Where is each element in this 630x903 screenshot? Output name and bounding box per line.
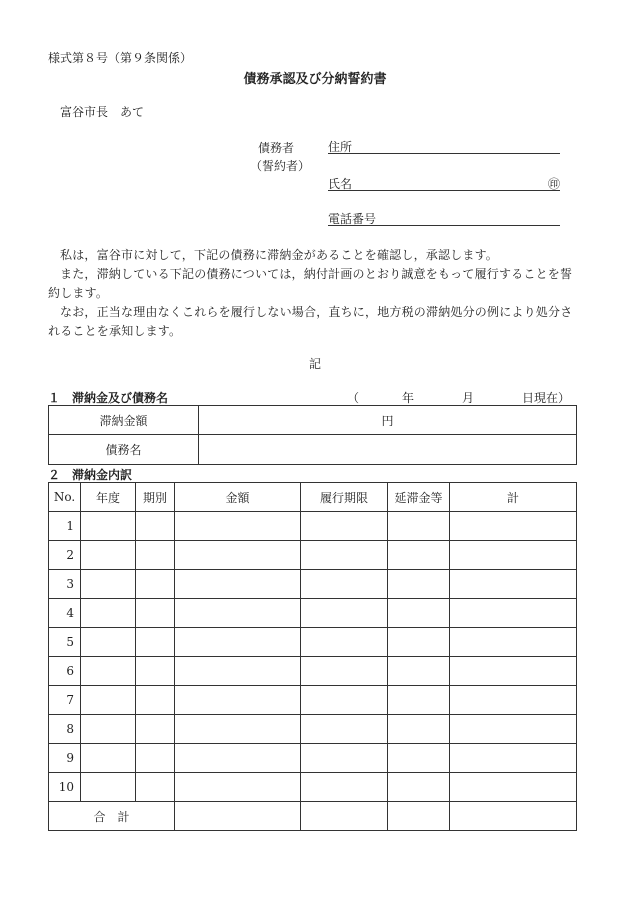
addressee: 富谷市長 あて — [60, 105, 145, 119]
table-header-row — [49, 483, 577, 512]
year-cell[interactable] — [81, 744, 136, 773]
amount-cell[interactable] — [175, 744, 301, 773]
due-date-cell[interactable] — [301, 744, 388, 773]
year-cell[interactable] — [81, 541, 136, 570]
period-cell[interactable] — [136, 773, 175, 802]
period-cell[interactable] — [136, 570, 175, 599]
year-cell[interactable] — [81, 657, 136, 686]
total-cell[interactable] — [450, 512, 577, 541]
col-header-year: 年度 — [81, 483, 136, 512]
col-header-late-fee: 延滞金等 — [388, 483, 450, 512]
total-cell[interactable] — [450, 541, 577, 570]
total-cell[interactable] — [450, 773, 577, 802]
due-date-cell[interactable] — [301, 599, 388, 628]
due-date-cell[interactable] — [301, 628, 388, 657]
row-label: 滞納金額 — [49, 406, 199, 435]
amount-cell[interactable] — [175, 628, 301, 657]
row-number: 5 — [49, 628, 81, 657]
total-cell[interactable] — [450, 686, 577, 715]
col-header-no: No. — [49, 483, 81, 512]
amount-cell[interactable] — [175, 657, 301, 686]
date-month: 月 — [462, 391, 475, 405]
total-cell[interactable] — [450, 570, 577, 599]
row-number: 9 — [49, 744, 81, 773]
amount-cell[interactable] — [175, 512, 301, 541]
name-field[interactable] — [328, 175, 560, 191]
due-date-cell[interactable] — [301, 570, 388, 599]
date-year: 年 — [402, 391, 415, 405]
late-fee-cell[interactable] — [388, 686, 450, 715]
phone-field[interactable] — [328, 210, 560, 226]
document-title: 債務承認及び分納誓約書 — [243, 72, 387, 87]
late-fee-cell[interactable] — [388, 657, 450, 686]
year-cell[interactable] — [81, 599, 136, 628]
table-row — [49, 406, 577, 435]
amount-cell[interactable] — [175, 570, 301, 599]
amount-cell[interactable] — [175, 773, 301, 802]
total-due-cell[interactable] — [301, 802, 388, 831]
phone-label: 電話番号 — [328, 212, 377, 226]
period-cell[interactable] — [136, 512, 175, 541]
table-row — [49, 773, 577, 802]
period-cell[interactable] — [136, 744, 175, 773]
late-fee-cell[interactable] — [388, 628, 450, 657]
paragraph: また，滞納している下記の債務については，納付計画のとおり誠意をもって履行することを誓約します。 — [48, 267, 573, 300]
row-number: 10 — [49, 773, 81, 802]
amount-cell[interactable] — [175, 686, 301, 715]
col-header-due-date: 履行期限 — [301, 483, 388, 512]
seal-icon: ㊞ — [547, 177, 560, 191]
date-open: （ — [347, 391, 360, 405]
col-header-total: 計 — [450, 483, 577, 512]
late-fee-cell[interactable] — [388, 570, 450, 599]
total-cell[interactable] — [450, 599, 577, 628]
table-row — [49, 744, 577, 773]
total-label: 合 計 — [49, 802, 175, 831]
table-row — [49, 512, 577, 541]
total-cell[interactable] — [450, 744, 577, 773]
table-row — [49, 570, 577, 599]
paragraph: 私は，富谷市に対して，下記の債務に滞納金があることを確認し，承認します。 — [60, 248, 499, 262]
section2-heading: ２ 滞納金内訳 — [48, 468, 133, 482]
year-cell[interactable] — [81, 715, 136, 744]
total-cell[interactable] — [450, 628, 577, 657]
period-cell[interactable] — [136, 541, 175, 570]
row-number: 2 — [49, 541, 81, 570]
total-sum-cell[interactable] — [450, 802, 577, 831]
late-fee-cell[interactable] — [388, 744, 450, 773]
due-date-cell[interactable] — [301, 773, 388, 802]
due-date-cell[interactable] — [301, 657, 388, 686]
table-row — [49, 435, 577, 465]
signer-role: 債務者 — [258, 141, 295, 155]
col-header-period: 期別 — [136, 483, 175, 512]
name-label: 氏名 — [328, 177, 353, 191]
table-row — [49, 541, 577, 570]
amount-cell[interactable] — [175, 599, 301, 628]
total-cell[interactable] — [450, 715, 577, 744]
address-field[interactable] — [328, 138, 560, 154]
period-cell[interactable] — [136, 628, 175, 657]
date-day: 日現在） — [522, 391, 571, 405]
amount-cell[interactable] — [175, 715, 301, 744]
row-label: 債務名 — [49, 435, 199, 465]
arrears-amount-cell[interactable]: 円 — [199, 406, 577, 435]
year-cell[interactable] — [81, 512, 136, 541]
year-cell[interactable] — [81, 628, 136, 657]
signer-role-sub: （誓約者） — [250, 159, 311, 173]
breakdown-table — [48, 482, 577, 831]
year-cell[interactable] — [81, 686, 136, 715]
amount-cell[interactable] — [175, 541, 301, 570]
row-number: 1 — [49, 512, 81, 541]
period-cell[interactable] — [136, 715, 175, 744]
total-late-fee-cell[interactable] — [388, 802, 450, 831]
late-fee-cell[interactable] — [388, 599, 450, 628]
period-cell[interactable] — [136, 686, 175, 715]
period-cell[interactable] — [136, 657, 175, 686]
debt-name-cell[interactable] — [199, 435, 577, 465]
late-fee-cell[interactable] — [388, 773, 450, 802]
ki-label: 記 — [308, 357, 321, 371]
paragraph: なお，正当な理由なくこれらを履行しない場合，直ちに，地方税の滞納処分の例により処分されることを承知します。 — [48, 305, 573, 338]
due-date-cell[interactable] — [301, 541, 388, 570]
address-label: 住所 — [328, 140, 353, 154]
late-fee-cell[interactable] — [388, 512, 450, 541]
row-number: 8 — [49, 715, 81, 744]
table-row — [49, 657, 577, 686]
table-row — [49, 599, 577, 628]
form-number: 様式第８号（第９条関係） — [48, 51, 193, 65]
year-cell[interactable] — [81, 570, 136, 599]
row-number: 4 — [49, 599, 81, 628]
body-text — [48, 246, 584, 341]
table-total-row — [49, 802, 577, 831]
section1-heading: １ 滞納金及び債務名 — [48, 391, 169, 405]
row-number: 7 — [49, 686, 81, 715]
late-fee-cell[interactable] — [388, 715, 450, 744]
row-number: 6 — [49, 657, 81, 686]
year-cell[interactable] — [81, 773, 136, 802]
table-row — [49, 715, 577, 744]
table-row — [49, 686, 577, 715]
total-amount-cell[interactable] — [175, 802, 301, 831]
arrears-table — [48, 405, 577, 465]
due-date-cell[interactable] — [301, 715, 388, 744]
due-date-cell[interactable] — [301, 686, 388, 715]
period-cell[interactable] — [136, 599, 175, 628]
row-number: 3 — [49, 570, 81, 599]
col-header-amount: 金額 — [175, 483, 301, 512]
total-cell[interactable] — [450, 657, 577, 686]
due-date-cell[interactable] — [301, 512, 388, 541]
late-fee-cell[interactable] — [388, 541, 450, 570]
table-row — [49, 628, 577, 657]
